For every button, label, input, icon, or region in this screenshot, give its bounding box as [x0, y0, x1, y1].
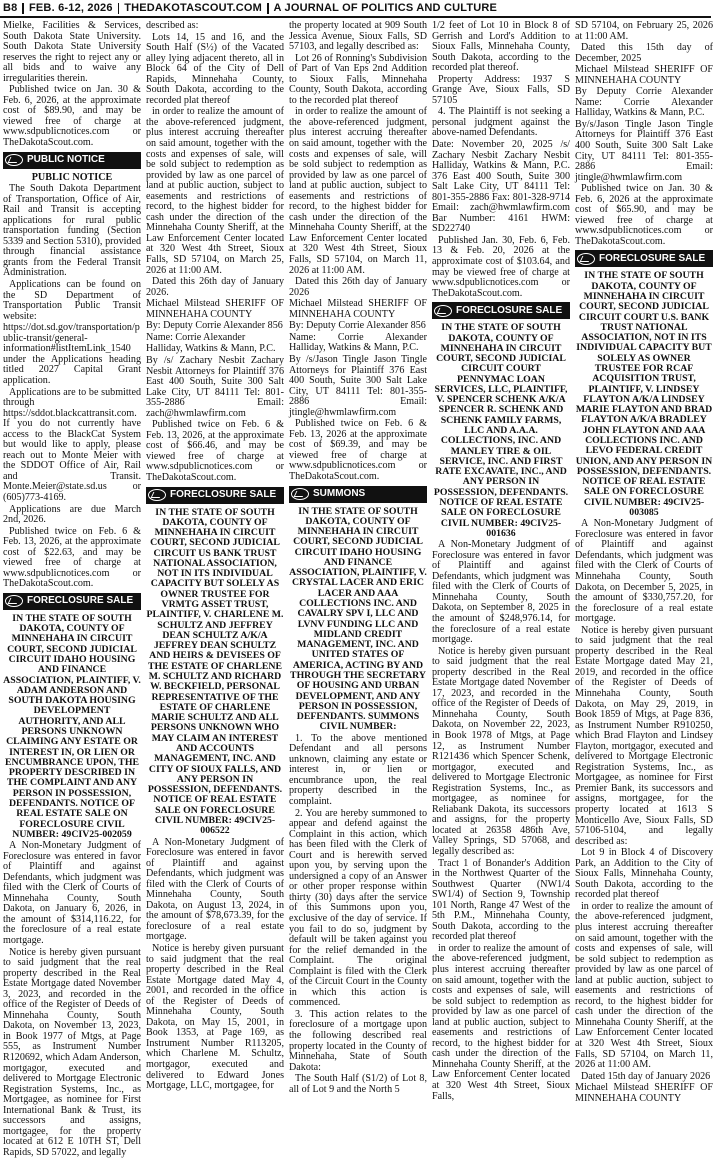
notice-paragraph: A Non-Monetary Judgment of Foreclosure was entered in favor of Plaintiff and against Defendants, which judgment was filed with the Clerk of Courts of Minnehaha County, South Dakota, on September 8, 2025 in the amount of $248,976.14, for the foreclosure of a real estate mortgage.: [432, 539, 570, 646]
notice-paragraph: Lots 14, 15 and 16, and the South Half (S½) of the Vacated alley lying adjacent thereto, all in Block 64 of the City of Dell Rapids, Minnehaha County, South Dakota, according to the recorded plat thereof: [146, 31, 284, 106]
notice-paragraph: Published twice on Feb. 6 & Feb. 13, 2026, at the approximate cost of $22.63, and may be viewed free of charge at www.sdpublicnotices.com or TheDakotaScout.com.: [3, 525, 141, 590]
notice-paragraph: Halliday, Watkins & Mann, P.C.: [146, 343, 276, 355]
notice-paragraph: Published twice on Feb. 6 & Feb. 13, 2026, at the approximate cost of $66.46, and may be viewed free of charge at www.sdpublicnotices.com or TheDakotaScout.com.: [146, 419, 284, 483]
notice-paragraph: Published twice on Feb. 6 & Feb. 13, 2026 at the approximate cost of $69.39, and may be viewed free of charge at www.sdpublicnotices.com or TheDakotaScout.com.: [289, 418, 427, 482]
tagline: A JOURNAL OF POLITICS AND CULTURE: [273, 2, 498, 14]
section-header-label: SUMMONS: [313, 487, 366, 499]
site-name: THEDAKOTASCOUT.COM: [124, 2, 263, 14]
case-caption: IN THE STATE OF SOUTH DAKOTA, COUNTY OF MINNEHAHA IN CIRCUIT COURT, SECOND JUDICIAL CIRCUIT IDAHO HOUSING AND FINANCE ASSOCIATION, PLAINTIFF, V. ADAM ANDERSON AND SOUTH DAKOTA HOUSING DEVELOPMENT AUTHORITY, AND ALL PERSONS UNKNOWN CLAIMING ANY ESTATE OR INTEREST IN, OR LIEN OR ENCUMBRANCE UPON, THE PROPERTY DESCRIBED IN THE COMPLAINT AND ANY PERSON IN POSSESSION, DEFENDANTS. NOTICE OF REAL ESTATE SALE ON FORECLOSURE CIVIL NUMBER: 49CIV25-002059: [3, 612, 141, 840]
masthead-divider: [267, 3, 269, 14]
notice-paragraph: https://dot.sd.gov/transportation/public-transit/general-information#listItemLink_1540 under the Applications heading titled 2027 Capital Grant application.: [3, 322, 141, 386]
masthead-divider: [22, 3, 24, 14]
notice-paragraph: Notice is hereby given pursuant to said judgment that the real property described in the Real Estate Mortgage dated November 3, 2023, and recorded in the office of the Register of Deeds of Minnehaha County, South Dakota, on November 13, 2023, in Book 1977 of Mtgs, at Page 555, as Instrument Number R120692, which Adam Anderson, mortgagor, executed and delivered to Mortgage Electronic Registration Systems, Inc., as Mortgagee, as nominee for First International Bank & Trust, its successors and assigns, mortgagee, for the property located at 612 E 10TH ST, Dell Rapids, SD 57022, and legally: [3, 946, 141, 1158]
notice-paragraph: Dated this 26th day of January 2026: [289, 276, 427, 298]
notice-paragraph: described as:: [146, 20, 199, 31]
notice-logo-icon: [291, 488, 309, 500]
notice-paragraph: The South Half (S1/2) of Lot 8, all of Lot 9 and the North 5: [289, 1073, 427, 1095]
section-header: [146, 487, 284, 504]
notice-paragraph: Mielke, Facilities & Services, South Dakota State University. South Dakota State University reserves the right to reject any or all bids and to waive any irregularities therein.: [3, 20, 141, 84]
notice-paragraph: Date: November 20, 2025 /s/ Zachary Nesbit Zachary Nesbit Halliday, Watkins & Mann, P.C. 376 East 400 South, Suite 300 Salt Lake City, UT 84111 Tel: 801-355-2886 Fax: 801-328-9714 Email: zach@hwmlawfirm.com Bar Number: 4161 HWM: SD22740: [432, 139, 570, 235]
case-caption: IN THE STATE OF SOUTH DAKOTA, COUNTY OF MINNEHAHA IN CIRCUIT COURT, SECOND JUDICIAL CIRCUIT IDAHO HOUSING AND FINANCE ASSOCIATION, PLAINTIFF, V. CRYSTAL LACER AND ERIC LACER AND AAA COLLECTIONS INC. AND CAVALRY SPV I, LLC AND LVNV FUNDING LLC AND MIDLAND CREDIT MANAGEMENT, INC. AND UNITED STATES OF AMERICA, ACTING BY AND THROUGH THE SECRETARY OF HOUSING AND URBAN DEVELOPMENT, AND ANY PERSON IN POSSESSION, DEFENDANTS. SUMMONS CIVIL NUMBER:: [289, 505, 427, 733]
section-header-label: FORECLOSURE SALE: [456, 304, 563, 316]
notice-column: [146, 20, 284, 1092]
section-header: [289, 486, 427, 503]
notice-paragraph: Michael Milstead SHERIFF OF MINNEHAHA COUNTY: [575, 64, 713, 86]
notice-paragraph: Tract 1 of Bonander's Addition in the Northwest Quarter of the Southwest Quarter (NW1/4 SW1/4) of Section 9, Township 101 North, Range 47 West of the 5th P.M., Minnehaha County, South Dakota, according to the recorded plat thereof: [432, 857, 570, 943]
section-header: [575, 250, 713, 267]
notice-paragraph: in order to realize the amount of the above-referenced judgment, plus interest accruing thereafter on said amount, together with the costs and expenses of sale, will be sold subject to redemption as provided by law as one parcel of land at public auction, subject to easements and restrictions of record, to the highest bidder for cash under the direction of the Minnehaha County Sheriff, at the Law Enforcement Center located at 320 West 4th Street, Sioux Falls,: [432, 942, 570, 1102]
notice-paragraph: By: Deputy Corrie Alexander 856: [289, 320, 426, 332]
notice-logo-icon: [5, 154, 23, 166]
page-number: B8: [3, 2, 18, 14]
notice-paragraph: Applications are due March 2nd, 2026.: [3, 503, 141, 526]
notice-paragraph: Name: Corrie Alexander Halliday, Watkins & Mann, P.C.: [289, 331, 427, 354]
notice-paragraph: Notice is hereby given pursuant to said judgment that the real property described in the Real Estate Mortgage dated May 21, 2019, and recorded in the office of the Register of Deeds of Minnehaha County, South Dakota, on May 29, 2019, in Book 1859 of Mtgs, at Page 836, as Instrument Number R910250, which Brad Flayton and Lindsey Flayton, mortgagor, executed and delivered to Mortgage Electronic Registration Systems, Inc., as Mortgagee, as nominee for First Premier Bank, its successors and assigns, mortgagee, for the property located at 1613 S Monticello Ave, Sioux Falls, SD 57106-5104, and legally described as:: [575, 624, 713, 847]
notice-paragraph: Published Jan. 30, Feb. 6, Feb. 13 & Feb. 20, 2026 at the approximate cost of $103.64, and may be viewed free of charge at www.sdpublicnotices.com or TheDakotaScout.com.: [432, 234, 570, 299]
notice-paragraph: in order to realize the amount of the above-referenced judgment, plus interest accruing thereafter on said amount, together with the costs and expenses of sale, will be sold subject to redemption as provided by law as one parcel of land at public auction, subject to easements and restrictions of record, to the highest bidder for cash under the direction of the Minnehaha County Sheriff, at the Law Enforcement Center located at 320 West 4th Street, Sioux Falls, SD 57104, on March 11, 2026 at 11:00 AM.: [575, 900, 713, 1071]
section-header-label: FORECLOSURE SALE: [170, 488, 277, 500]
section-header: [3, 593, 141, 610]
notice-logo-icon: [148, 489, 166, 501]
notice-paragraph: By/s/Jason Tingle Jason Tingle Attorneys for Plaintiff 376 East 400 South, Suite 300 Salt Lake City, UT 84111 Tel: 801-355-2886 Email: jtingle@hwmlawfirm.com: [575, 118, 713, 183]
notice-paragraph: 4. The Plaintiff is not seeking a personal judgment against the above-named Defendants.: [432, 106, 570, 139]
notice-paragraph: Dated 15th day of January 2026: [581, 1070, 711, 1082]
notice-paragraph: Michael Milstead SHERIFF OF MINNEHAHA COUNTY: [289, 298, 427, 320]
notice-paragraph: By Deputy Corrie Alexander Name: Corrie Alexander Halliday, Watkins & Mann, P.C.: [575, 86, 713, 119]
notice-paragraph: Applications can be found on the SD Department of Transportation Public Transit website:: [3, 279, 141, 322]
section-header: [3, 152, 141, 169]
notice-logo-icon: [434, 305, 452, 317]
issue-date: FEB. 6-12, 2026: [28, 2, 113, 14]
notice-paragraph: in order to realize the amount of the above-referenced judgment, plus interest accruing thereafter on said amount, together with the costs and expenses of sale, will be sold subject to redemption as provided by law as one parcel of land at public auction, subject to easements and restrictions of record, to the highest bidder for cash under the direction of the Minnehaha County Sheriff, at the Law Enforcement Center located at 320 West 4th Street, Sioux Falls, SD 57104, on March 11, 2026 at 11:00 AM.: [289, 106, 427, 276]
notice-paragraph: By /s/ Zachary Nesbit Zachary Nesbit Attorneys for Plaintiff 376 East 400 South, Suite 300 Salt Lake City, UT 84111 Tel: 801-355-2886 Email: zach@hwmlawfirm.com: [146, 354, 284, 419]
notice-column: [432, 20, 570, 1102]
notice-paragraph: Lot 26 of Ronning's Subdivision of Part of Van Eps 2nd Addition to Sioux Falls, Minnehaha County, South Dakota, according to the recorded plat thereof: [289, 52, 427, 106]
notice-paragraph: By: Deputy Corrie Alexander 856: [146, 320, 283, 332]
notice-columns: [0, 18, 713, 1158]
notice-column: [3, 20, 141, 1158]
notice-paragraph: Published twice on Jan. 30 & Feb. 6, 2026 at the approximate cost of $65.90, and may be viewed free of charge at www.sdpublicnotices.com or TheDakotaScout.com.: [575, 183, 713, 247]
notice-paragraph: 2. You are hereby summoned to appear and defend against the Complaint in this action, which has been filed with the Clerk of Court and is herewith served upon you, by serving upon the undersigned a copy of an Answer or other proper response within thirty (30) days after the service of this Summons upon you, exclusive of the day of service. If you fail to do so, judgment by default will be taken against you for the relief demanded in the Complaint. The original Complaint is filed with the Clerk of the Circuit Court in the County in which this action is commenced.: [289, 807, 427, 1009]
notice-paragraph: Notice is hereby given pursuant to said judgment that the real property described in the Real Estate Mortgage dated November 17, 2023, and recorded in the office of the Register of Deeds of Minnehaha County, South Dakota, on November 22, 2023, in Book 1978 of Mtgs, at Page 12, as Instrument Number R121436 which Spencer Schenk, mortgagor, executed and delivered to Mortgage Electronic Registration Systems, Inc., as mortgagee, as nominee for Reliabank Dakota, its successors and assigns, for the property located at 26358 486th Ave, Valley Springs, SD 57068, and legally described as:: [432, 645, 570, 857]
notice-paragraph: Michael Milstead SHERIFF OF MINNEHAHA COUNTY: [146, 298, 284, 320]
notice-paragraph: in order to realize the amount of the above-referenced judgment, plus interest accruing thereafter on said amount, together with the costs and expenses of sale, will be sold subject to redemption as provided by law as one parcel of land at public auction, subject to easements and restrictions of record, to the highest bidder for cash under the direction of the Minnehaha County Sheriff, at the Law Enforcement Center located at 320 West 4th Street, Sioux Falls, SD 57104, on March 25, 2026 at 11:00 AM.: [146, 106, 284, 276]
notice-paragraph: SD 57104, on February 25, 2026 at 11:00 AM.: [575, 20, 713, 42]
notice-paragraph: 1. To the above mentioned Defendant and all persons unknown, claiming any estate or interest in, or lien or encumbrance upon, the real property described in the complaint.: [289, 732, 427, 807]
section-header: [432, 302, 570, 319]
case-caption: IN THE STATE OF SOUTH DAKOTA, COUNTY OF MINNEHAHA IN CIRCUIT COURT, SECOND JUDICIAL CIRCUIT COURT U.S. BANK TRUST NATIONAL ASSOCIATION, NOT IN ITS INDIVIDUAL CAPACITY BUT SOLELY AS OWNER TRUSTEE FOR RCAF ACQUISITION TRUST, PLAINTIFF, V. LINDSEY FLAYTON A/K/A LINDSEY MARIE FLAYTON AND BRAD FLAYTON A/K/A BRADLEY JOHN FLAYTON AND AAA COLLECTIONS INC. AND LEVO FEDERAL CREDIT UNION, AND ANY PERSON IN POSSESSION, DEFENDANTS. NOTICE OF REAL ESTATE SALE ON FORECLOSURE CIVIL NUMBER: 49CIV25-003085: [575, 270, 713, 518]
notice-paragraph: Dated this 15th day of December, 2025: [575, 42, 713, 64]
notice-paragraph: A Non-Monetary Judgment of Foreclosure was entered in favor of Plaintiff and against Defendants, which judgment was filed with the Clerk of Courts of Minnehaha County, South Dakota, on December 5, 2025, in the amount of $330,757.20, for the foreclosure of a real estate mortgage.: [575, 518, 713, 625]
notice-paragraph: Dated this 26th day of January 2026.: [146, 276, 284, 298]
notice-logo-icon: [5, 595, 23, 607]
notice-paragraph: the property located at 909 South Jessica Avenue, Sioux Falls, SD 57103, and legally described as:: [289, 20, 427, 53]
notice-column: [575, 20, 713, 1104]
notice-paragraph: A Non-Monetary Judgment of Foreclosure was entered in favor of Plaintiff and against Defendants, which judgment was filed with the Clerk of Courts of Minnehaha County, South Dakota, on August 13, 2024, in the amount of $78,673.39, for the foreclosure of a real estate mortgage.: [146, 836, 284, 943]
section-header-label: PUBLIC NOTICE: [27, 153, 105, 165]
section-header-label: FORECLOSURE SALE: [599, 252, 706, 264]
case-caption: IN THE STATE OF SOUTH DAKOTA, COUNTY OF MINNEHAHA IN CIRCUIT COURT, SECOND JUDICIAL CIRCUIT US BANK TRUST NATIONAL ASSOCIATION, NOT IN ITS INDIVIDUAL CAPACITY BUT SOLELY AS OWNER TRUSTEE FOR VRMTG ASSET TRUST, PLAINTIFF, V. CHARLENE M. SCHULTZ AND JEFFREY DEAN SCHULTZ A/K/A JEFFREY DEAN SCHULTZ AND HEIRS & DEVISEES OF THE ESTATE OF CHARLENE M. SCHULTZ AND RICHARD W. BECKFIELD, PERSONAL REPRESENTATIVE OF THE ESTATE OF CHARLENE MARIE SCHULTZ AND ALL PERSONS UNKNOWN WHO MAY CLAIM AN INTEREST AND ACCOUNTS MANAGEMENT, INC. AND CITY OF SIOUX FALLS, AND ANY PERSON IN POSSESSION, DEFENDANTS. NOTICE OF REAL ESTATE SALE ON FORECLOSURE CIVIL NUMBER: 49CIV25-006522: [146, 506, 284, 837]
notice-paragraph: By /s/Jason Tingle Jason Tingle Attorneys for Plaintiff 376 East 400 South, Suite 300 Salt Lake City, UT 84111 Tel: 801-355-2886 Email: jtingle@hwmlawfirm.com: [289, 353, 427, 418]
notice-paragraph: Name: Corrie Alexander: [146, 331, 246, 343]
notice-paragraph: The South Dakota Department of Transportation, Office of Air, Rail and Transit is accepting applications for rural public transportation funding (Section 5339 and Section 5310), provided through financial assistance grants from the Federal Transit Administration.: [3, 183, 141, 279]
notice-column: [289, 20, 427, 1095]
notice-paragraph: 1/2 feet of Lot 10 in Block 8 of Gerrish and Lord's Addition to Sioux Falls, Minnehaha County, South Dakota, according to the recorded plat thereof.: [432, 20, 570, 74]
notice-paragraph: Notice is hereby given pursuant to said judgment that the real property described in the Real Estate Mortgage dated May 4, 2001, and recorded in the office of the Register of Deeds of Minnehaha County, South Dakota, on May 15, 2001, in Book 1353, at Page 169, as Instrument Number R113205, which Charlene M. Schultz, mortgagor, executed and delivered to Edward Jones Mortgage, LLC, mortgagee, for: [146, 942, 284, 1092]
notice-paragraph: A Non-Monetary Judgment of Foreclosure was entered in favor of Plaintiff and against Defendants, which judgment was filed with the Clerk of Courts of Minnehaha County, South Dakota, on January 6, 2026, in the amount of $314,116.22, for the foreclosure of a real estate mortgage.: [3, 840, 141, 946]
section-header-label: FORECLOSURE SALE: [27, 595, 134, 607]
notice-paragraph: Property Address: 1937 S Grange Ave, Sioux Falls, SD 57105: [432, 73, 570, 106]
notice-paragraph: 3. This action relates to the foreclosure of a mortgage upon the following described real property located in the County of Minnehaha, State of South Dakota:: [289, 1008, 427, 1073]
notice-paragraph: Michael Milstead SHERIFF OF MINNEHAHA COUNTY: [575, 1082, 713, 1104]
notice-paragraph: Lot 9 in Block 4 of Discovery Park, an Addition to the City of Sioux Falls, Minnehaha County, South Dakota, according to the recorded plat thereof: [575, 847, 713, 901]
notice-paragraph: Applications are to be submitted through https://sddot.blackcattransit.com. If you do not currently have access to the BlackCat System but would like to apply, please reach out to Monte Meier with the SDDOT Office of Air, Rail and Transit. Monte.Meier@state.sd.us or (605)773-4169.: [3, 386, 141, 503]
masthead: [0, 0, 711, 18]
notice-title: PUBLIC NOTICE: [31, 171, 113, 183]
notice-paragraph: Published twice on Jan. 30 & Feb. 6, 2026, at the approximate cost of $89.90, and may be viewed free of charge at www.sdpublicnotices.com or TheDakotaScout.com.: [3, 84, 141, 149]
masthead-divider: [118, 3, 120, 14]
case-caption: IN THE STATE OF SOUTH DAKOTA, COUNTY OF MINNEHAHA IN CIRCUIT COURT, SECOND JUDICIAL CIRCUIT COURT PENNYMAC LOAN SERVICES, LLC, PLAINTIFF, V. SPENCER SCHENK A/K/A SPENCER R. SCHENK AND SCHENK FAMILY FARMS, LLC AND A.A.A. COLLECTIONS, INC. AND MANLEY TIRE & OIL SERVICE, INC. AND FIRST RATE EXCAVATE, INC., AND ANY PERSON IN POSSESSION, DEFENDANTS. NOTICE OF REAL ESTATE SALE ON FORECLOSURE CIVIL NUMBER: 49CIV25-001636: [433, 322, 569, 539]
notice-logo-icon: [577, 253, 595, 265]
